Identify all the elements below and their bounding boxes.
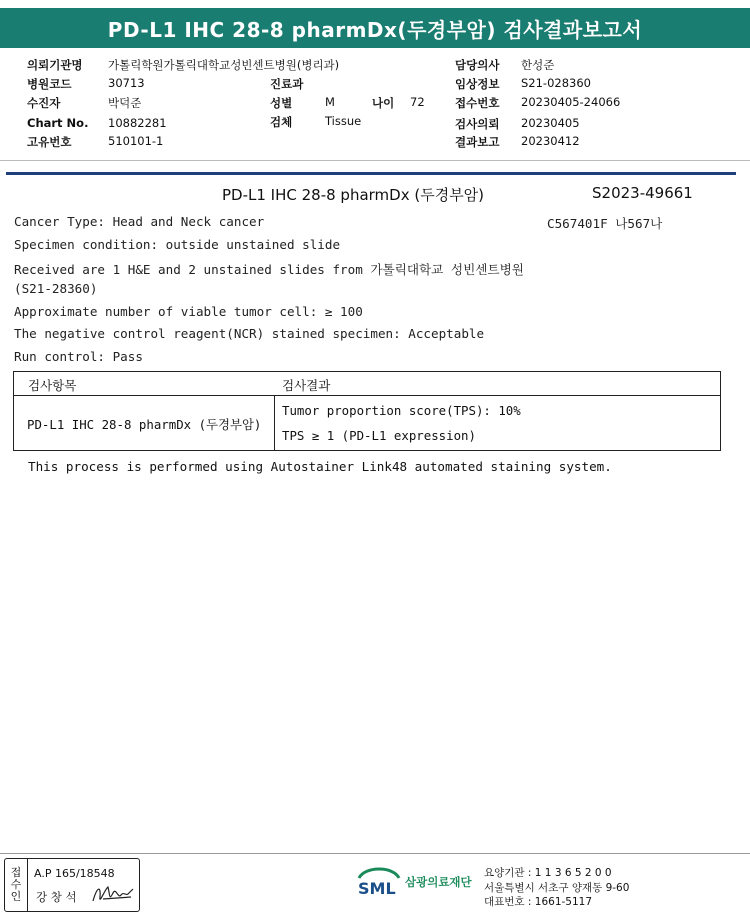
patient-label: 수진자 <box>27 96 61 110</box>
result-line: Approximate number of viable tumor cell: ≥ 100 <box>14 304 363 319</box>
block-id: C567401F 나567나 <box>547 216 663 231</box>
col-result-header: 검사결과 <box>282 378 331 393</box>
result-line: (S21-28360) <box>14 281 98 296</box>
lab-phone: 대표번호 : 1661-5117 <box>484 896 593 908</box>
chart-no-label: Chart No. <box>27 116 89 130</box>
department-label: 진료과 <box>270 77 304 91</box>
clinical-label: 임상정보 <box>455 77 500 91</box>
sex-value: M <box>325 95 335 109</box>
hospital-code-label: 병원코드 <box>27 77 72 91</box>
stamp-label: 접 수 인 <box>5 859 28 911</box>
lab-logo <box>355 864 472 900</box>
report-title: PD-L1 IHC 28-8 pharmDx(두경부암) 검사결과보고서 <box>0 8 750 48</box>
chart-no-value: 10882281 <box>108 116 167 130</box>
request-date-label: 검사의뢰 <box>455 117 500 131</box>
result-line: The negative control reagent(NCR) stained specimen: Acceptable <box>14 326 485 341</box>
care-code: 요양기관 : 1 1 3 6 5 2 0 0 <box>484 867 612 879</box>
receipt-no-value: 20230405-24066 <box>521 95 621 109</box>
report-date-value: 20230412 <box>521 134 580 148</box>
sex-label: 성별 <box>270 96 293 110</box>
sml-logo-text: SML <box>358 879 396 898</box>
result-line: Specimen condition: outside unstained slide <box>14 237 341 252</box>
lab-contact <box>484 866 629 910</box>
result-line: Run control: Pass <box>14 349 143 364</box>
footer-divider <box>0 853 750 854</box>
unique-id-label: 고유번호 <box>27 135 72 149</box>
signer-name: 강 창 석 <box>36 890 77 904</box>
specimen-label: 검체 <box>270 115 293 129</box>
report-date-label: 결과보고 <box>455 135 500 149</box>
divider <box>0 160 750 161</box>
lab-address: 서울특별시 서초구 양재동 9-60 <box>484 881 630 894</box>
tps-score: Tumor proportion score(TPS): 10% <box>282 403 521 418</box>
age-label: 나이 <box>372 96 395 110</box>
doctor-label: 담당의사 <box>455 58 500 72</box>
table-divider <box>274 396 275 450</box>
institution-value: 가톨릭학원가톨릭대학교성빈센트병원(병리과) <box>108 58 340 72</box>
institution-label: 의뢰기관명 <box>27 58 83 72</box>
test-title: PD-L1 IHC 28-8 pharmDx (두경부암) <box>222 186 485 204</box>
unique-id-value: 510101-1 <box>108 134 164 148</box>
result-line: Cancer Type: Head and Neck cancer <box>14 214 265 229</box>
patient-value: 박덕준 <box>108 96 142 110</box>
process-note: This process is performed using Autostainer Link48 automated staining system. <box>28 459 612 474</box>
test-item: PD-L1 IHC 28-8 pharmDx (두경부암) <box>27 417 262 432</box>
result-table <box>13 371 721 451</box>
tps-interpretation: TPS ≥ 1 (PD-L1 expression) <box>282 428 476 443</box>
doctor-value: 한성준 <box>521 58 555 72</box>
col-item-header: 검사항목 <box>28 378 77 393</box>
sml-logo-icon <box>355 864 403 900</box>
age-value: 72 <box>410 95 425 109</box>
receipt-stamp <box>4 858 140 912</box>
signature-icon <box>91 881 135 907</box>
hospital-code-value: 30713 <box>108 76 145 90</box>
specimen-value: Tissue <box>325 114 362 128</box>
divider-blue <box>6 172 736 175</box>
ap-number: A.P 165/18548 <box>34 867 115 880</box>
request-date-value: 20230405 <box>521 116 580 130</box>
table-header <box>14 372 720 396</box>
lab-name: 삼광의료재단 <box>405 875 472 889</box>
result-line: Received are 1 H&E and 2 unstained slides from 가톨릭대학교 성빈센트병원 <box>14 262 524 277</box>
clinical-value: S21-028360 <box>521 76 591 90</box>
case-number: S2023-49661 <box>592 184 693 202</box>
receipt-no-label: 접수번호 <box>455 96 500 110</box>
